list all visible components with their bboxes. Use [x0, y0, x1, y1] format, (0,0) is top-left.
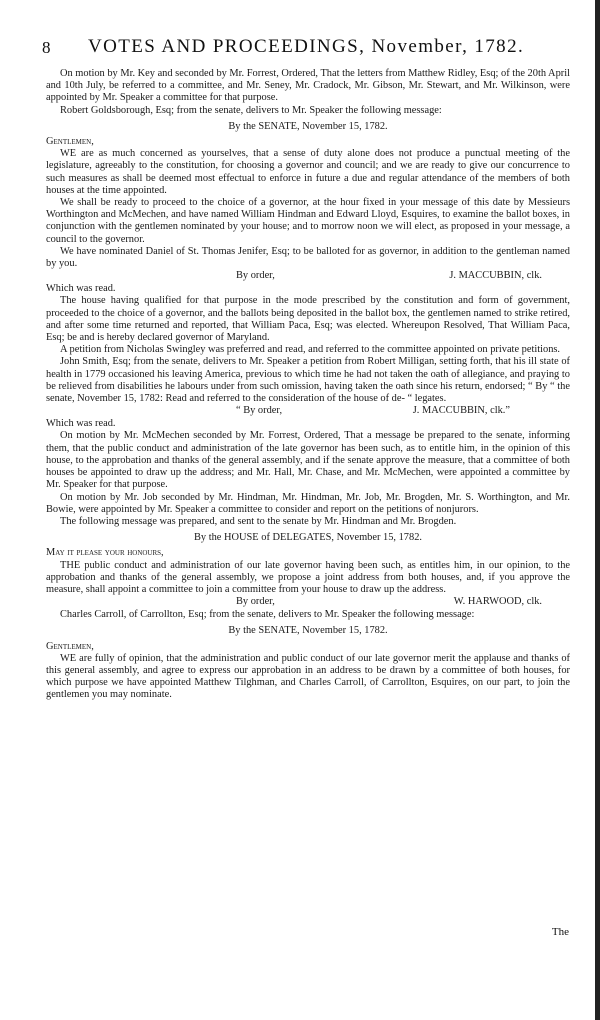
signature-line: [46, 405, 570, 418]
page-number: 8: [42, 38, 51, 57]
paragraph-joint-address: THE public conduct and administration of our late governor having been such, as entitles him, in our opinion, to the approbation and thanks of the general assembly, we propose a joint address from both houses, and, if you approve the measure, shall appoint a committee to join a committee from your house to draw up the address.: [46, 559, 570, 595]
signature-line: [46, 596, 570, 609]
paragraph-choice-of-governor: We shall be ready to proceed to the choice of a governor, at the hour fixed in your message of this date by Messieurs Worthington and McMechen, and have named William Hindman and Edward Lloyd, Esquires, to examine the ballot boxes, in conjunction with the gentlemen nominated by your house; and to morrow noon we will elect, as proposed in your message, a council to the governor.: [46, 197, 570, 245]
paragraph-carroll-message: Charles Carroll, of Carrollton, Esq; from the senate, delivers to Mr. Speaker the following message:: [60, 609, 475, 621]
paragraph-nominated-jenifer: We have nominated Daniel of St. Thomas Jenifer, Esq; to be balloted for as governor, in addition to the gentleman named by you.: [46, 245, 570, 270]
clerk-signature: W. HARWOOD, clk.: [453, 596, 542, 608]
house-heading: By the HOUSE of DELEGATES, November 15, 1782.: [194, 532, 422, 544]
page-body: [46, 68, 570, 702]
salutation: Gentlemen,: [46, 640, 94, 652]
paragraph-swingley-petition: A petition from Nicholas Swingley was preferred and read, and referred to the committee appointed on private petitions.: [60, 344, 561, 356]
catchword: The: [551, 926, 569, 938]
paragraph-nonjurors-committee: On motion by Mr. Job seconded by Mr. Hindman, Mr. Hindman, Mr. Job, Mr. Brogden, Mr. S. Worthington, and Mr. Bowie, were appointed by Mr. Speaker a committee to consider and report on the petitions of nonjurors.: [46, 491, 570, 515]
salutation: Gentlemen,: [46, 136, 94, 148]
senate-heading: By the SENATE, November 15, 1782.: [228, 120, 388, 132]
signature-line: [46, 270, 570, 283]
by-order-text: By order,: [236, 270, 275, 282]
which-was-read: Which was read.: [46, 418, 116, 430]
paragraph-sense-of-duty: WE are as much concerned as yourselves, that a sense of duty alone does not produce a punctual meeting of the legislature, agreeably to the constitution, for choosing a governor and council; and we are ready to give our concurrence to such measures as shall be deemed most effectual to enforce in future a due and regular attendance of the members of both houses at the time appointed.: [46, 148, 570, 196]
by-order-text: By order,: [236, 596, 275, 608]
page-header: [42, 36, 562, 62]
running-title: VOTES AND PROCEEDINGS, November, 1782.: [88, 36, 525, 57]
clerk-signature: J. MACCUBBIN, clk.: [449, 270, 542, 282]
by-order-text: “ By order,: [236, 405, 283, 417]
senate-heading: By the SENATE, November 15, 1782.: [228, 625, 388, 637]
paragraph-letters-motion: On motion by Mr. Key and seconded by Mr. Forrest, Ordered, That the letters from Matthew Ridley, Esq; of the 20th April and 10th July, be referred to a committee, and Mr. Seney, Mr. Cradock, Mr. Gibson, Mr. Stewart, and Mr. Wilkinson, were appointed by Mr. Speaker a committee for that purpose.: [46, 68, 570, 104]
paragraph-message-prepared: The following message was prepared, and sent to the senate by Mr. Hindman and Mr. Brogden.: [60, 515, 457, 527]
clerk-signature: J. MACCUBBIN, clk.”: [412, 405, 510, 417]
paragraph-paca-elected: The house having qualified for that purpose in the mode prescribed by the constitution and form of government, proceeded to the choice of a governor, and the ballots being deposited in the ballot box, the gentlemen named to strike retired, and after some time returned and reported, that William Paca, Esq; was elected. Whereupon Resolved, That William Paca, Esq; be and is hereby declared governor of Maryland.: [46, 295, 570, 344]
salutation: May it please your honours,: [46, 547, 164, 559]
paragraph-fully-of-opinion: WE are fully of opinion, that the administration and public conduct of our late governor merit the applause and thanks of this general assembly, and agree to express our approbation in an address to be drawn by a committee of both houses, for which purpose we have appointed Matthew Tilghman, and Charles Carroll, of Carrollton, Esquires, on our part, to join the gentlemen you may nominate.: [46, 652, 570, 701]
paragraph-mcmechen-motion: On motion by Mr. McMechen seconded by Mr. Forrest, Ordered, That a message be prepared to the senate, informing them, that the public conduct and administration of the late governor has been such, as to entitle him, in the opinion of this house, to the approbation and thanks of the general assembly, and if the senate approve the measure, that a committee of both houses be appointed to draw up the address; and Mr. Hall, Mr. Chase, and Mr. McMechen, were appointed a committee by Mr. Speaker for that purpose.: [46, 430, 570, 491]
which-was-read: Which was read.: [46, 283, 116, 295]
paragraph-goldsborough-message: Robert Goldsborough, Esq; from the senate, delivers to Mr. Speaker the following message:: [60, 104, 442, 116]
paragraph-milligan-petition: John Smith, Esq; from the senate, delivers to Mr. Speaker a petition from Robert Milligan, setting forth, that his ill state of health in 1779 occasioned his leaving America, previous to which time he had not taken the oath of allegiance, and praying to be relieved from disabilities he labours under from such omission, having taken the oath since his return, endorsed; “ By “ the senate, November 15, 1782: Read and referred to the consideration of the house of de- “ legates.: [46, 356, 570, 405]
